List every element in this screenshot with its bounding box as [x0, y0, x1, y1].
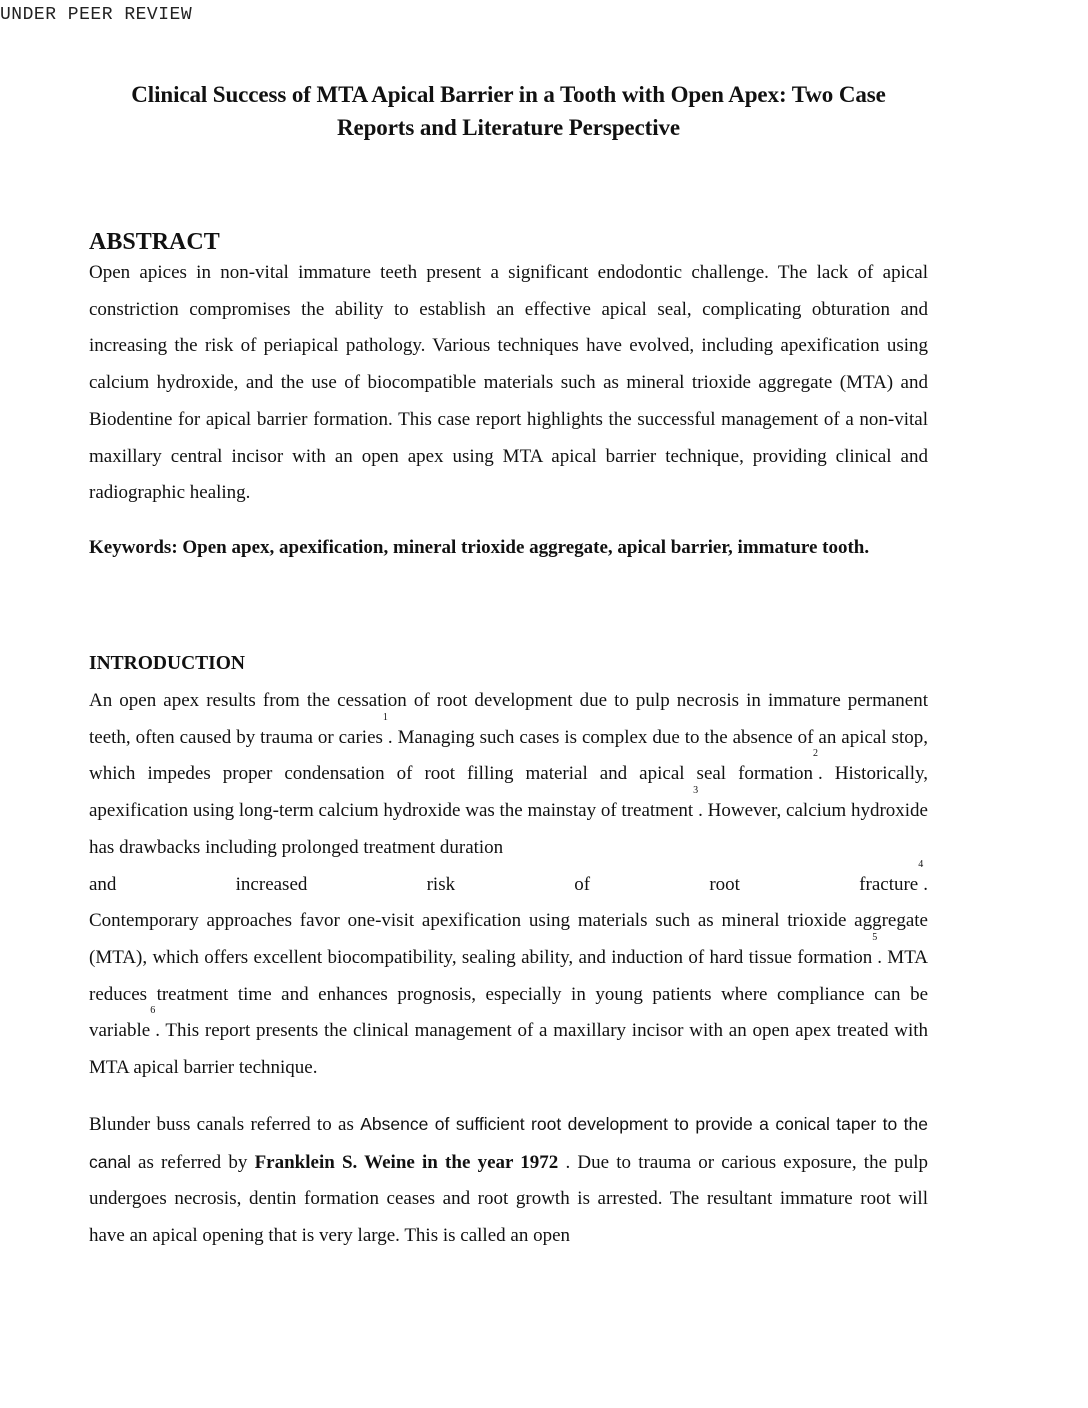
intro-text: . However, calcium hydroxide has drawbacks including prolonged treatment duration	[89, 800, 928, 858]
citation-ref: 4	[918, 858, 924, 870]
paper-title	[89, 78, 928, 144]
author-reference-bold: Franklein S. Weine in the year 1972	[254, 1151, 559, 1173]
intro-text: An open apex results from the cessation of root development due to pulp necrosis in immature permanent teeth, often caused by trauma or caries	[89, 690, 928, 748]
intro-text: . Due to trauma or carious exposure, the pulp undergoes necrosis, dentin formation ceases and root growth is arrested. The resultant immature root will have an apical opening that is very large. This is called an open	[89, 1151, 928, 1247]
intro-text: .	[923, 873, 928, 895]
intro-text: . Managing such cases is complex due to the absence of an apical stop, which impedes proper condensation of root filling material and apical seal formation	[89, 726, 928, 785]
citation-ref: 2	[813, 748, 819, 760]
title-line-1: Clinical Success of MTA Apical Barrier in a Tooth with Open Apex: Two Case	[131, 82, 886, 107]
abstract-body: Open apices in non-vital immature teeth present a significant endodontic challenge. The lack of apical constriction compromises the ability to establish an effective apical seal, complicating obturation and increasing the risk of periapical pathology. Various techniques have evolved, including apexification using calcium hydroxide, and the use of biocompatible materials such as mineral trioxide aggregate (MTA) and Biodentine for apical barrier formation. This case report highlights the successful management of a non-vital maxillary central incisor with an open apex using MTA apical barrier technique, providing clinical and radiographic healing.	[89, 262, 928, 504]
keywords-label: Keywords:	[89, 537, 178, 558]
intro-text: and increased risk of root fracture	[89, 873, 919, 895]
introduction-paragraph-2	[89, 1106, 928, 1255]
abstract-heading: ABSTRACT	[89, 229, 220, 255]
citation-ref: 6	[150, 1005, 156, 1017]
keywords-text: Open apex, apexification, mineral trioxide aggregate, apical barrier, immature tooth.	[182, 537, 870, 558]
intro-text-alt-font: Absence of sufficient root development to provide a conical taper to the canal	[89, 1114, 929, 1172]
citation-ref: 1	[382, 711, 388, 723]
title-line-2: Reports and Literature Perspective	[336, 115, 680, 140]
intro-text: Contemporary approaches favor one-visit apexification using materials such as mineral trioxide aggregate (MTA), which offers excellent biocompatibility, sealing ability, and induction of hard tissue formation	[89, 910, 928, 968]
intro-text: . Historically, apexification using long-term calcium hydroxide was the mainstay of treatment	[89, 763, 929, 822]
under-peer-review-watermark: UNDER PEER REVIEW	[0, 5, 193, 25]
intro-text: as referred by	[130, 1151, 255, 1173]
introduction-heading: INTRODUCTION	[89, 653, 246, 674]
intro-justified-line	[89, 858, 928, 904]
introduction-paragraph-1	[89, 683, 928, 1087]
intro-text: . This report presents the clinical management of a maxillary incisor with an open apex treated with MTA apical barrier technique.	[89, 1020, 928, 1079]
intro-text: Blunder buss canals referred to as	[89, 1114, 361, 1135]
citation-ref: 5	[872, 931, 878, 943]
citation-ref: 3	[693, 785, 699, 797]
intro-text: . MTA reduces treatment time and enhances prognosis, especially in young patients where compliance can be variable	[89, 946, 928, 1042]
keywords	[89, 530, 928, 567]
